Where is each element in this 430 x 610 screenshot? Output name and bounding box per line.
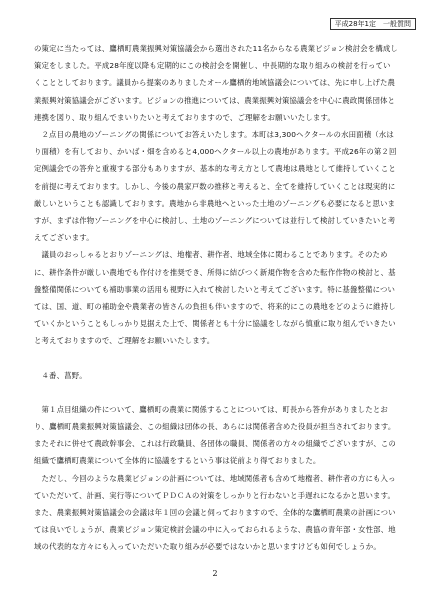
- paragraph-spacer: [34, 384, 398, 401]
- body-paragraph: ２点目の農地のゾーニングの関係についてお答えいたします。本町は3,300ヘクタールの水田面積（水はり面積）を有しており、かいば・畑を含めると4,000ヘクタール以上の農地があります。平成26年の第２回定例議会での答弁と重複する部分もありますが、基本的な考え方として農地は農地として維持していくことを前提に考えております。しかし、今後の農家戸数の推移と考えると、全てを維持していくことは現実的に厳しいということも認識しております。農地から非農地へといった土地のゾーニングも必要になると思いますが、まずは作物ゾーニングを中心に検討し、土地のゾーニングについては並行して検討していきたいと考えてございます。: [34, 130, 397, 243]
- document-header-label: 平成28年1定 一般質問: [330, 18, 416, 30]
- body-paragraph: ただし、今回のような農業ビジョンの計画については、地域関係者も含めて地権者、耕作者の方にも入っていただいて、計画、実行等についてＰＤＣＡの対策をしっかりと行わないと手遅れになるかと思います。 また、農業振興対策協議会の会議は年１回の会議と伺っておりますので、全体的な鷹栖町農業の計画については良いでしょうが、農業ビジョン策定検討会議の中に入っておられるような、農協の青年部・女性部、地域の代表的な方々にも入っていただいた取り組みが必要ではないかと思いますけども如何でしょうか。: [34, 473, 399, 552]
- speaker-line: ４番、菖野。: [41, 370, 87, 380]
- page-number: 2: [212, 569, 218, 578]
- document-body: [34, 40, 398, 556]
- body-paragraph: 議員のおっしゃるとおりゾーニングは、地権者、耕作者、地域全体に関わることであります。そのために、耕作条件が厳しい農地でも作付けを推奨でき、所得に結びつく新規作物を含めた転作作物の検討と、基盤整備関係についても補助事業の活用も視野に入れて検討したいと考えてございます。特に基盤整備については、国、道、町の補助金や農業者の皆さんの負担も伴いますので、将来的にこの農地をどのように維持していくかということもしっかり見据えた上で、関係者とも十分に協議をしながら慎重に取り組んでいきたいと考えておりますので、ご理解をお願いいたします。: [34, 250, 396, 346]
- body-paragraph: 第１点目組織の件について、鷹栖町の農業に関係することについては、町長から答弁がありましたとおり、鷹栖町農業振興対策協議会、この組織は団体の長、あらには関係者含めた役員が担当されております。またそれに併せて農政幹事会、これは行政職員、各団体の職員、関係者の方々の組織でございますが、この組織で鷹栖町農業について全体的に協議をするという事は従前より得ておりました。: [34, 404, 396, 466]
- body-paragraph: の策定に当たっては、鷹栖町農業振興対策協議会から選出された11名からなる農業ビジョン検討会を構成し策定をしました。平成28年度以降も定期的にこの検討会を開催し、中長期的な取り組みの検討を行っていくこととしております。議員から提案のありましたオール鷹栖的地域協議会については、先に申し上げた農業振興対策協議会がございます。ビジョンの推進については、農業振興対策協議会を中心に農政関係団体と連携を図り、取り組んでまいりたいと考えておりますので、ご理解をお願いいたします。: [34, 44, 398, 122]
- paragraph-spacer: [34, 350, 398, 367]
